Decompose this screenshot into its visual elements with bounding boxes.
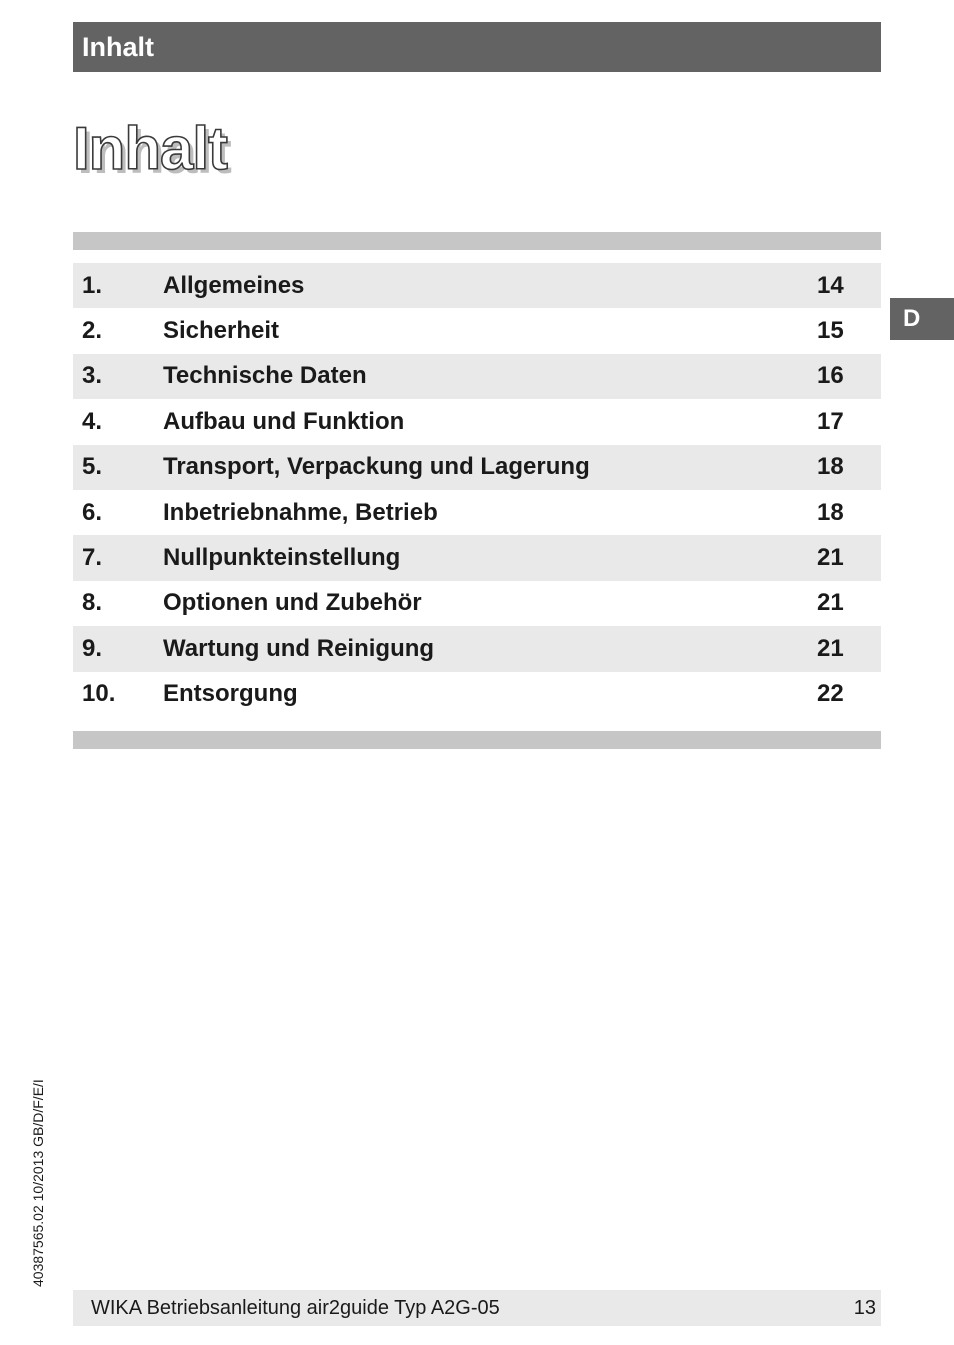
toc-number: 6. bbox=[82, 498, 103, 526]
toc-row[interactable] bbox=[73, 535, 881, 580]
toc-label: Entsorgung bbox=[163, 680, 298, 708]
toc-label: Sicherheit bbox=[163, 317, 280, 345]
toc-label: Aufbau und Funktion bbox=[163, 407, 405, 435]
toc-label: Nullpunkteinstellung bbox=[163, 544, 401, 572]
toc-page-number: 16 bbox=[817, 362, 844, 390]
page-title: Inhalt bbox=[73, 115, 227, 182]
toc-number: 10. bbox=[82, 680, 116, 708]
toc-row[interactable] bbox=[73, 263, 881, 308]
toc-row[interactable] bbox=[73, 354, 881, 399]
language-tab: D bbox=[890, 298, 954, 340]
toc-row[interactable] bbox=[73, 490, 881, 535]
toc-row[interactable] bbox=[73, 581, 881, 626]
toc-number: 5. bbox=[82, 453, 103, 481]
toc-number: 8. bbox=[82, 589, 103, 617]
toc-label: Optionen und Zubehör bbox=[163, 589, 422, 617]
section-header-bar bbox=[73, 22, 881, 72]
toc-label: Technische Daten bbox=[163, 362, 367, 390]
toc-row[interactable] bbox=[73, 626, 881, 671]
toc-number: 1. bbox=[82, 271, 103, 299]
toc-row[interactable] bbox=[73, 399, 881, 444]
toc-row[interactable] bbox=[73, 445, 881, 490]
toc-page-number: 21 bbox=[817, 589, 844, 617]
table-of-contents bbox=[73, 263, 881, 717]
toc-row[interactable] bbox=[73, 672, 881, 717]
toc-page-number: 14 bbox=[817, 271, 844, 299]
toc-bottom-band bbox=[73, 731, 881, 749]
toc-number: 9. bbox=[82, 634, 103, 662]
toc-page-number: 21 bbox=[817, 634, 844, 662]
toc-number: 2. bbox=[82, 317, 103, 345]
toc-page-number: 22 bbox=[817, 680, 844, 708]
toc-label: Inbetriebnahme, Betrieb bbox=[163, 498, 438, 526]
toc-top-band bbox=[73, 232, 881, 250]
toc-label: Wartung und Reinigung bbox=[163, 634, 435, 662]
toc-row[interactable] bbox=[73, 308, 881, 353]
toc-number: 4. bbox=[82, 407, 103, 435]
toc-page-number: 18 bbox=[817, 498, 844, 526]
toc-label: Transport, Verpackung und Lagerung bbox=[163, 453, 590, 481]
page-footer bbox=[73, 1290, 881, 1326]
document-code: 40387565.02 10/2013 GB/D/F/E/I bbox=[30, 1079, 46, 1287]
section-header-title: Inhalt bbox=[82, 31, 154, 62]
toc-number: 3. bbox=[82, 362, 103, 390]
toc-page-number: 21 bbox=[817, 544, 844, 572]
footer-text: WIKA Betriebsanleitung air2guide Typ A2G-05 bbox=[91, 1296, 500, 1319]
toc-number: 7. bbox=[82, 544, 103, 572]
toc-label: Allgemeines bbox=[163, 271, 305, 299]
toc-page-number: 17 bbox=[817, 407, 844, 435]
toc-page-number: 15 bbox=[817, 317, 844, 345]
footer-page-number: 13 bbox=[853, 1296, 876, 1319]
toc-page-number: 18 bbox=[817, 453, 844, 481]
